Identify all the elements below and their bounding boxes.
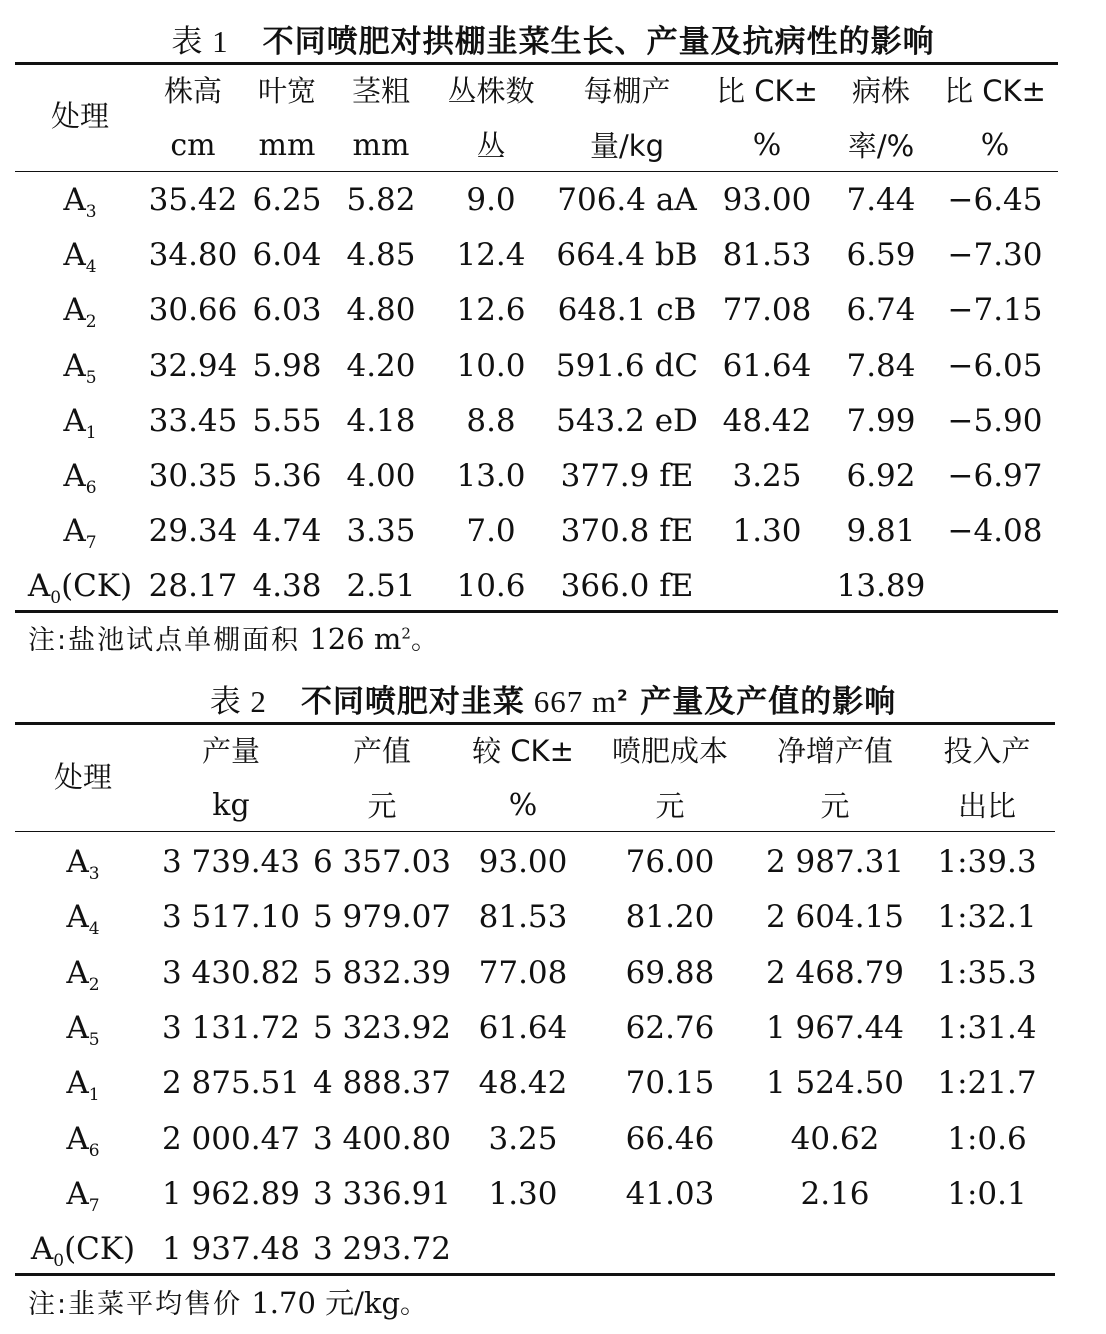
table1-row-id: A [63,347,86,384]
table2-cell: 1:39.3 [937,844,1037,880]
table2-cell: 5 832.39 [312,954,452,991]
table1-cell: 29.34 [148,513,238,550]
table1-header-3-line1: 茎粗 [351,74,410,108]
table1-header-3-line2: mm [352,128,410,163]
table2-cell: 76.00 [625,844,715,880]
table1-bottom-rule [15,610,1058,613]
table2-row-sub: 7 [88,1195,100,1216]
table2-cell: 81.20 [625,899,715,936]
table1-row-sub: 1 [85,422,97,443]
table2-cell: 2 604.15 [765,899,905,936]
table1-cell: 5.82 [346,182,416,218]
table1-row-sub: 4 [85,257,97,278]
table1-row-label [15,290,145,333]
table1-row-label [15,180,145,223]
table1-row-label [15,346,145,386]
table1-cell: 48.42 [722,402,812,439]
table2-cell: 2 875.51 [161,1065,301,1102]
table1-row-id: A [27,568,51,605]
table1-cell: 1.30 [732,513,802,550]
table1-cell: 30.66 [148,292,238,329]
table2-cell: 62.76 [625,1009,715,1046]
table1-cell: 377.9 fE [560,458,694,494]
table2-title-num: 667 m [524,684,618,719]
table1-cell: −6.97 [947,458,1043,494]
table2-header-4-line2: 元 [655,789,685,823]
table2-note-prefix: 注:韭菜平均售价 [28,1289,243,1320]
table2-row-id: A [66,1120,89,1157]
table2-cell: 1:0.6 [947,1120,1027,1157]
table2-row-label [18,953,148,993]
table2-header-4-line1: 喷肥成本 [611,734,728,768]
table1-row-sub: 0 [50,588,62,609]
table2-row-id: A [66,899,89,936]
table1-note-prefix: 注:盐池试点单棚面积 [28,625,301,656]
table2-cell: 69.88 [625,954,715,991]
table2-title-pre: 不同喷肥对韭菜 [300,684,525,720]
table2-header-2-line2: 元 [367,789,397,823]
table1-cell: 706.4 aA [557,182,697,218]
table1-row-sub: 2 [85,312,97,333]
table1-note [28,618,440,657]
table2-cell: 1.30 [488,1175,558,1212]
table1-cell: 664.4 bB [556,237,698,274]
table1-cell: 543.2 eD [556,402,698,439]
table1-row-id: A [63,402,86,439]
table2-row-label [18,1119,148,1159]
table2-top-rule [15,722,1055,725]
table1-cell: 648.1 cB [557,292,697,329]
table2-bottom-rule [15,1273,1055,1276]
table2-row-label [18,897,148,940]
table2-header-5-line2: 元 [820,789,850,823]
table1-row-sub: 7 [85,533,97,554]
table2-cell: 3 517.10 [161,899,301,936]
table2-row-label [18,1174,148,1214]
table1-cell: 2.51 [346,568,416,605]
table2-title [0,676,1106,721]
table1-row-label [15,511,145,554]
table2-header-rule [15,831,1055,832]
table1-cell: 7.44 [846,182,916,218]
table1-cell: 366.0 fE [560,568,694,605]
table2-cell: 61.64 [478,1009,568,1046]
table2-row-id: A [30,1231,54,1268]
table2-cell: 2 468.79 [765,954,905,991]
table2-cell: 3 336.91 [312,1175,452,1212]
table1-row-id: A [63,292,86,329]
table1-cell: 6.92 [846,458,916,494]
table2-cell: 66.46 [625,1120,715,1157]
table1-header-5-line1: 每棚产 [583,74,671,108]
table1-cell: 8.8 [466,402,516,439]
table1-cell: 28.17 [148,568,238,605]
table1-cell: 34.80 [148,237,238,274]
table2-cell: 3.25 [488,1120,558,1157]
table2-cell: 40.62 [790,1120,880,1157]
table2-cell: 3 739.43 [161,844,301,880]
table1-cell: 4.18 [346,402,416,439]
table1-row-id: A [63,182,86,218]
table2-header-5-line1: 净增产值 [776,734,893,768]
table1-header-4-line1: 丛株数 [447,74,535,108]
table1-cell: −6.45 [947,182,1043,218]
table2-row-id: A [66,1009,89,1046]
table1-cell: 12.6 [456,292,526,329]
table1-cell: 13.89 [836,568,926,605]
table2-cell: 4 888.37 [312,1065,452,1102]
table2-cell: 48.42 [478,1065,568,1102]
table1-cell: 5.98 [252,347,322,384]
table2-row-sub: 1 [88,1085,100,1106]
table1-cell: 591.6 dC [555,347,699,384]
table2-cell: 1 937.48 [161,1231,301,1268]
table1-cell: 6.04 [252,237,322,274]
table2-cell: 1 962.89 [161,1175,301,1212]
table2-cell: 5 323.92 [312,1009,452,1046]
table1-cell: 6.74 [846,292,916,329]
table1-header-4-line2: 丛 [476,129,506,163]
table1-row-label [15,566,145,609]
table2-cell: 81.53 [478,899,568,936]
table2-cell: 2 987.31 [765,844,905,880]
table1-cell: 6.59 [846,237,916,274]
table1-note-end: 。 [410,625,440,656]
table2-row-id: A [66,844,89,880]
table1-cell: 4.74 [252,513,322,550]
table1-cell: −7.30 [947,237,1043,274]
table2-row-sub: 6 [88,1140,100,1161]
table1-cell: 5.55 [252,402,322,439]
table1-row-sub: 5 [85,367,97,388]
table2-cell: 3 131.72 [161,1009,301,1046]
table2-row-id: A [66,954,89,991]
table1-header-2-line1: 叶宽 [257,74,316,108]
table1-cell: 370.8 fE [560,513,694,550]
table2-cell: 5 979.07 [312,899,452,936]
table1-header-treatment: 处理 [50,99,109,133]
table1-cell: −6.05 [947,347,1043,384]
table1-cell: 4.80 [346,292,416,329]
table2-cell: 41.03 [625,1175,715,1212]
table2-header-6-line2: 出比 [957,789,1016,823]
table1-row-label [15,401,145,441]
table1-row-sub: 3 [85,202,97,223]
table1-cell: 10.0 [456,347,526,384]
table2-note-end: 。 [400,1289,430,1320]
table2-cell: 2.16 [800,1175,870,1212]
table2-header-3-line2: % [508,788,538,823]
table1-cell: 9.81 [846,513,916,550]
table2-cell: 1:35.3 [937,954,1037,991]
table2-header-1-line1: 产量 [201,734,260,768]
table1-cell: 4.85 [346,237,416,274]
table1-cell: 77.08 [722,292,812,329]
table1-header-6-line2: % [752,128,782,163]
table2-row-suffix: (CK) [64,1231,136,1268]
table1-cell: 4.20 [346,347,416,384]
table2-row-sub: 2 [88,974,100,995]
table1-cell: 9.0 [466,182,516,218]
table1-header-8-line2: % [980,128,1010,163]
table1-cell: 7.0 [466,513,516,550]
table1-title [0,16,1106,61]
table2-header-1-line2: kg [212,788,250,823]
table1-row-id: A [63,513,86,550]
table1-cell: 6.03 [252,292,322,329]
table2-row-sub: 0 [53,1251,65,1272]
table2-cell: 1:31.4 [937,1009,1037,1046]
table1-row-id: A [63,237,86,274]
table1-cell: 10.6 [456,568,526,605]
table2-cell: 2 000.47 [161,1120,301,1157]
table1-cell: 30.35 [148,458,238,494]
table1-cell: 61.64 [722,347,812,384]
table1-cell: 81.53 [722,237,812,274]
table2-row-label [18,1008,148,1051]
table2-cell: 1:32.1 [937,899,1037,936]
table2-row-sub: 3 [88,864,100,885]
table1-header-7-line2: 率/% [847,129,915,163]
table1-cell: −7.15 [947,292,1043,329]
table2-cell: 3 430.82 [161,954,301,991]
table2-cell: 6 357.03 [312,844,452,880]
table1-row-label [15,235,145,278]
table1-cell: 93.00 [722,182,812,218]
table1-row-suffix: (CK) [61,568,133,605]
table2-row-id: A [66,1065,89,1102]
table1-cell: 35.42 [148,182,238,218]
table2-cell: 3 293.72 [312,1231,452,1268]
table1-note-sup: 2 [401,624,411,643]
table2-row-label [18,842,148,885]
table1-title-text: 不同喷肥对拱棚韭菜生长、产量及抗病性的影响 [262,24,935,60]
table2-cell: 1 967.44 [765,1009,905,1046]
table1-cell: 13.0 [456,458,526,494]
table1-row-id: A [63,458,86,494]
table2-cell: 1:21.7 [937,1065,1037,1102]
table2-cell: 77.08 [478,954,568,991]
table2-header-6-line1: 投入产 [943,734,1031,768]
table1-cell: 3.35 [346,513,416,550]
table2-row-sub: 5 [88,1030,100,1051]
table1-cell: 33.45 [148,402,238,439]
table1-cell: 4.38 [252,568,322,605]
table1-cell: 7.99 [846,402,916,439]
table1-header-rule [15,171,1058,172]
table2-label: 表 2 [209,684,267,719]
table1-row-sub: 6 [85,478,97,499]
table1-cell: 12.4 [456,237,526,274]
table2-cell: 1:0.1 [947,1175,1027,1212]
table1-top-rule [15,62,1058,65]
table2-title-post: 产量及产值的影响 [628,684,897,720]
table1-cell: 4.00 [346,458,416,494]
table1-header-7-line1: 病株 [851,74,910,108]
table1-header-5-line2: 量/kg [590,129,664,163]
table2-header-2-line1: 产值 [352,734,411,768]
table1-row-label [15,456,145,499]
table1-cell: −4.08 [947,513,1043,550]
table1-label: 表 1 [171,24,229,59]
table1-header-8-line1: 比 CK± [944,74,1046,108]
table2-header-treatment: 处理 [53,760,112,794]
table2-cell: 70.15 [625,1065,715,1102]
table2-note-value: 1.70 元/kg [242,1286,401,1320]
table1-note-value: 126 m [300,622,402,656]
table2-cell: 93.00 [478,844,568,880]
table2-row-label [18,1063,148,1106]
table2-header-3-line1: 较 CK± [472,734,574,768]
table1-cell: 5.36 [252,458,322,494]
table2-note [28,1281,429,1322]
table1-cell: 7.84 [846,347,916,384]
table2-row-label [18,1229,148,1272]
table2-cell: 3 400.80 [312,1120,452,1157]
table1-cell: 6.25 [252,182,322,218]
table1-header-6-line1: 比 CK± [716,74,818,108]
table1-cell: 32.94 [148,347,238,384]
table1-header-1-line1: 株高 [163,74,222,108]
table2-title-sup: 2 [617,686,629,705]
table2-cell: 1 524.50 [765,1065,905,1102]
table1-header-1-line2: cm [170,128,216,163]
table1-cell: 3.25 [732,458,802,494]
table2-row-id: A [66,1175,89,1212]
table2-row-sub: 4 [88,919,100,940]
table1-header-2-line2: mm [258,128,316,163]
table1-cell: −5.90 [947,402,1043,439]
